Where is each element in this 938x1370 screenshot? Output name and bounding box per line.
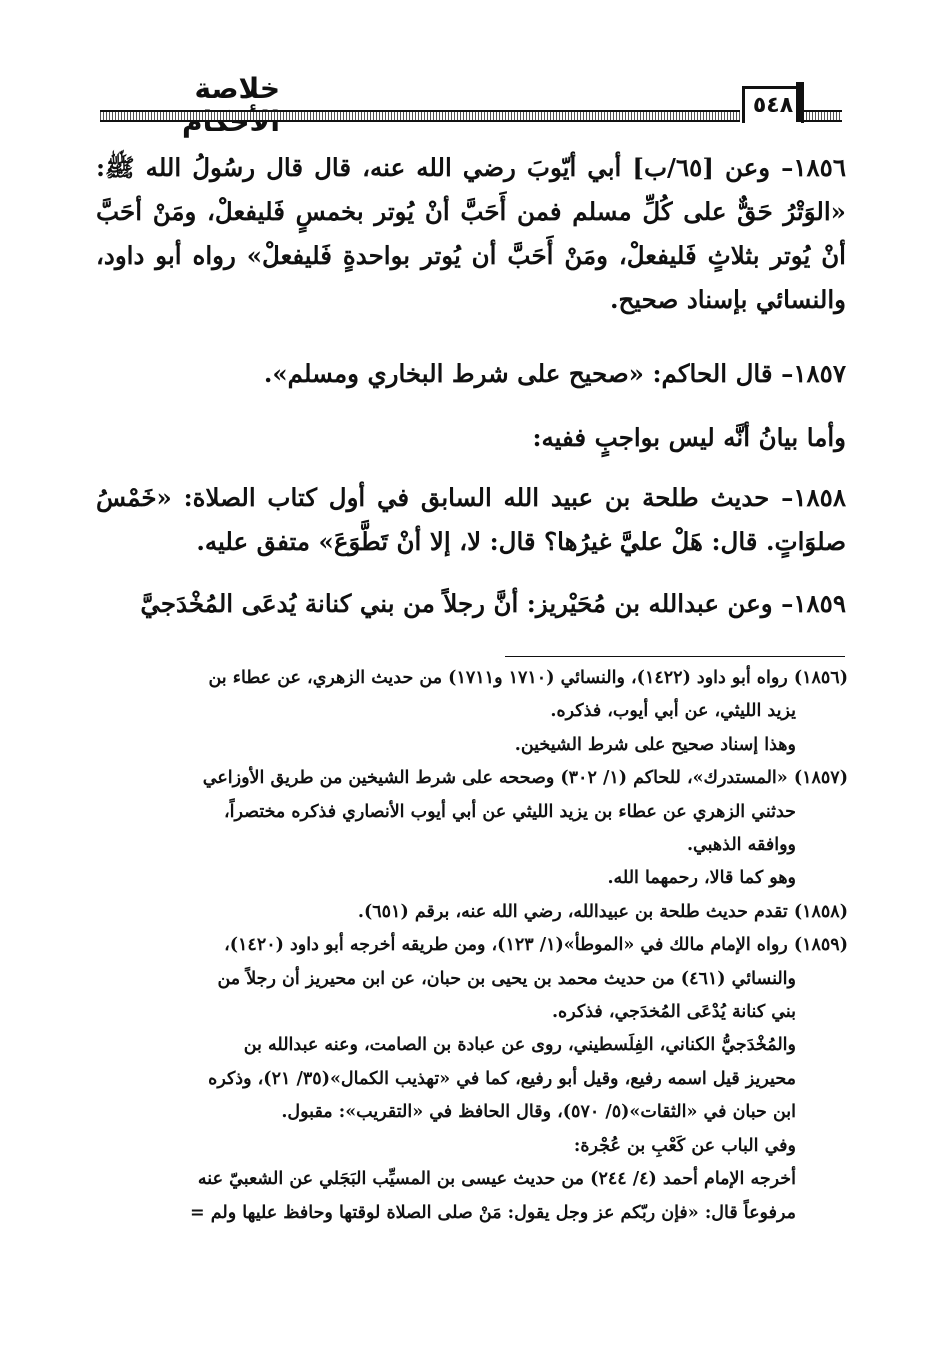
footnote-1856-line: يزيد الليثي، عن أبي أيوب، فذكره. <box>550 701 796 722</box>
footnote-1859-line: مرفوعاً قال: «فإن ربّكم عز وجل يقول: مَنْ صلى الصلاة لوقتها وحافظ عليها ولم = <box>190 1202 796 1223</box>
footnote-1859-line: والنسائي (٤٦١) من حديث محمد بن يحيى بن حبان، عن ابن محيريز أن رجلاً من <box>217 968 796 989</box>
hadith-1858 <box>96 476 846 564</box>
hadith-1856 <box>96 146 846 322</box>
header-rule-right <box>800 110 842 122</box>
footnote-1856-line: وهذا إسناد صحيح على شرط الشيخين. <box>514 734 796 755</box>
hadith-1857 <box>96 352 846 396</box>
footnote-1859-line: وفي الباب عن كَعْبِ بن عُجْرة: <box>573 1135 796 1156</box>
footnote-1859-line: أخرجه الإمام أحمد (٤/ ٢٤٤) من حديث عيسى بن المسيِّب البَجَلي عن الشعبيّ عنه <box>197 1169 796 1190</box>
section-statement <box>96 416 846 460</box>
footnote-1857-line: حدثني الزهري عن عطاء بن يزيد الليثي عن أبي أيوب الأنصاري فذكره مختصراً، <box>223 801 796 822</box>
hadith-1859-text: ١٨٥٩– وعن عبدالله بن مُحَيْريز: أنَّ رجلاً من بني كنانة يُدعَى المُخْدَجيَّ <box>140 589 846 618</box>
hadith-1859 <box>96 582 846 626</box>
footnote-1859-line: بني كنانة يُدْعَى المُخدَجي، فذكره. <box>551 1002 796 1023</box>
footnotes <box>96 662 848 1230</box>
footnote-1859-line: (١٨٥٩) رواه الإمام مالك في «الموطأ»(١/ ١٢٣)، ومن طريقه أخرجه أبو داود (١٤٢٠)، <box>224 935 848 956</box>
footnote-1859-line: ابن حبان في «الثقات»(٥/ ٥٧٠)، وقال الحافظ في «التقريب»: مقبول. <box>281 1102 796 1123</box>
footnote-divider <box>505 656 845 657</box>
footnote-1858-line: (١٨٥٨) تقدم حديث طلحة بن عبيدالله، رضي الله عنه، برقم (٦٥١). <box>357 901 848 922</box>
footnote-1859-line: والمُخْدَجيُّ الكناني، الفِلَسطيني، روى عن عبادة بن الصامت، وعنه عبدالله بن <box>243 1035 796 1056</box>
page-number: ٥٤٨ <box>742 86 804 123</box>
hadith-1856-text: ١٨٥٦– وعن [٦٥/ب] أبي أيّوبَ رضي الله عنه، قال قال رسُولُ الله ﷺ: «الوَتْرُ حَقٌّ على كُلِّ مسلم فمن أَحَبَّ أنْ يُوتر بخمسٍ فَليفعلْ، ومَنْ أحَبَّ أنْ يُوتر بثلاثٍ فَليفعلْ، ومَنْ أَحَبَّ أن يُوتر بواحدةٍ فَليفعلْ» رواه أبو داود، والنسائي بإسناد صحيح. <box>96 153 846 314</box>
header-rule <box>100 110 740 122</box>
section-statement-text: وأما بيانُ أنَّه ليس بواجبٍ ففيه: <box>532 423 846 452</box>
footnote-1857-line: ووافقه الذهبي. <box>686 835 796 856</box>
footnote-1857-line: وهو كما قالا، رحمهما الله. <box>607 868 796 889</box>
running-title: خلاصة <box>194 72 280 105</box>
footnote-1856-line: (١٨٥٦) رواه أبو داود (١٤٢٢)، والنسائي (١٧١٠ و١٧١١) من حديث الزهري، عن عطاء بن <box>208 668 848 688</box>
hadith-1857-text: ١٨٥٧– قال الحاكم: «صحيح على شرط البخاري ومسلم». <box>263 359 846 388</box>
footnote-1857-line: (١٨٥٧) «المستدرك»، للحاكم (١/ ٣٠٢) وصححه على شرط الشيخين من طريق الأوزاعي <box>202 768 848 789</box>
footnote-1859-line: محيريز قيل اسمه رفيع، وقيل أبو رفيع، كما في «تهذيب الكمال»(٣٥/ ٢١)، وذكره <box>208 1068 796 1089</box>
hadith-1858-text: ١٨٥٨– حديث طلحة بن عبيد الله السابق في أول كتاب الصلاة: «خَمْسُ صلوَاتٍ. قال: هَلْ عليَّ غيرُها؟ قال: لا، إلا أنْ تَطَّوَعَ» متفق عليه. <box>96 483 846 556</box>
